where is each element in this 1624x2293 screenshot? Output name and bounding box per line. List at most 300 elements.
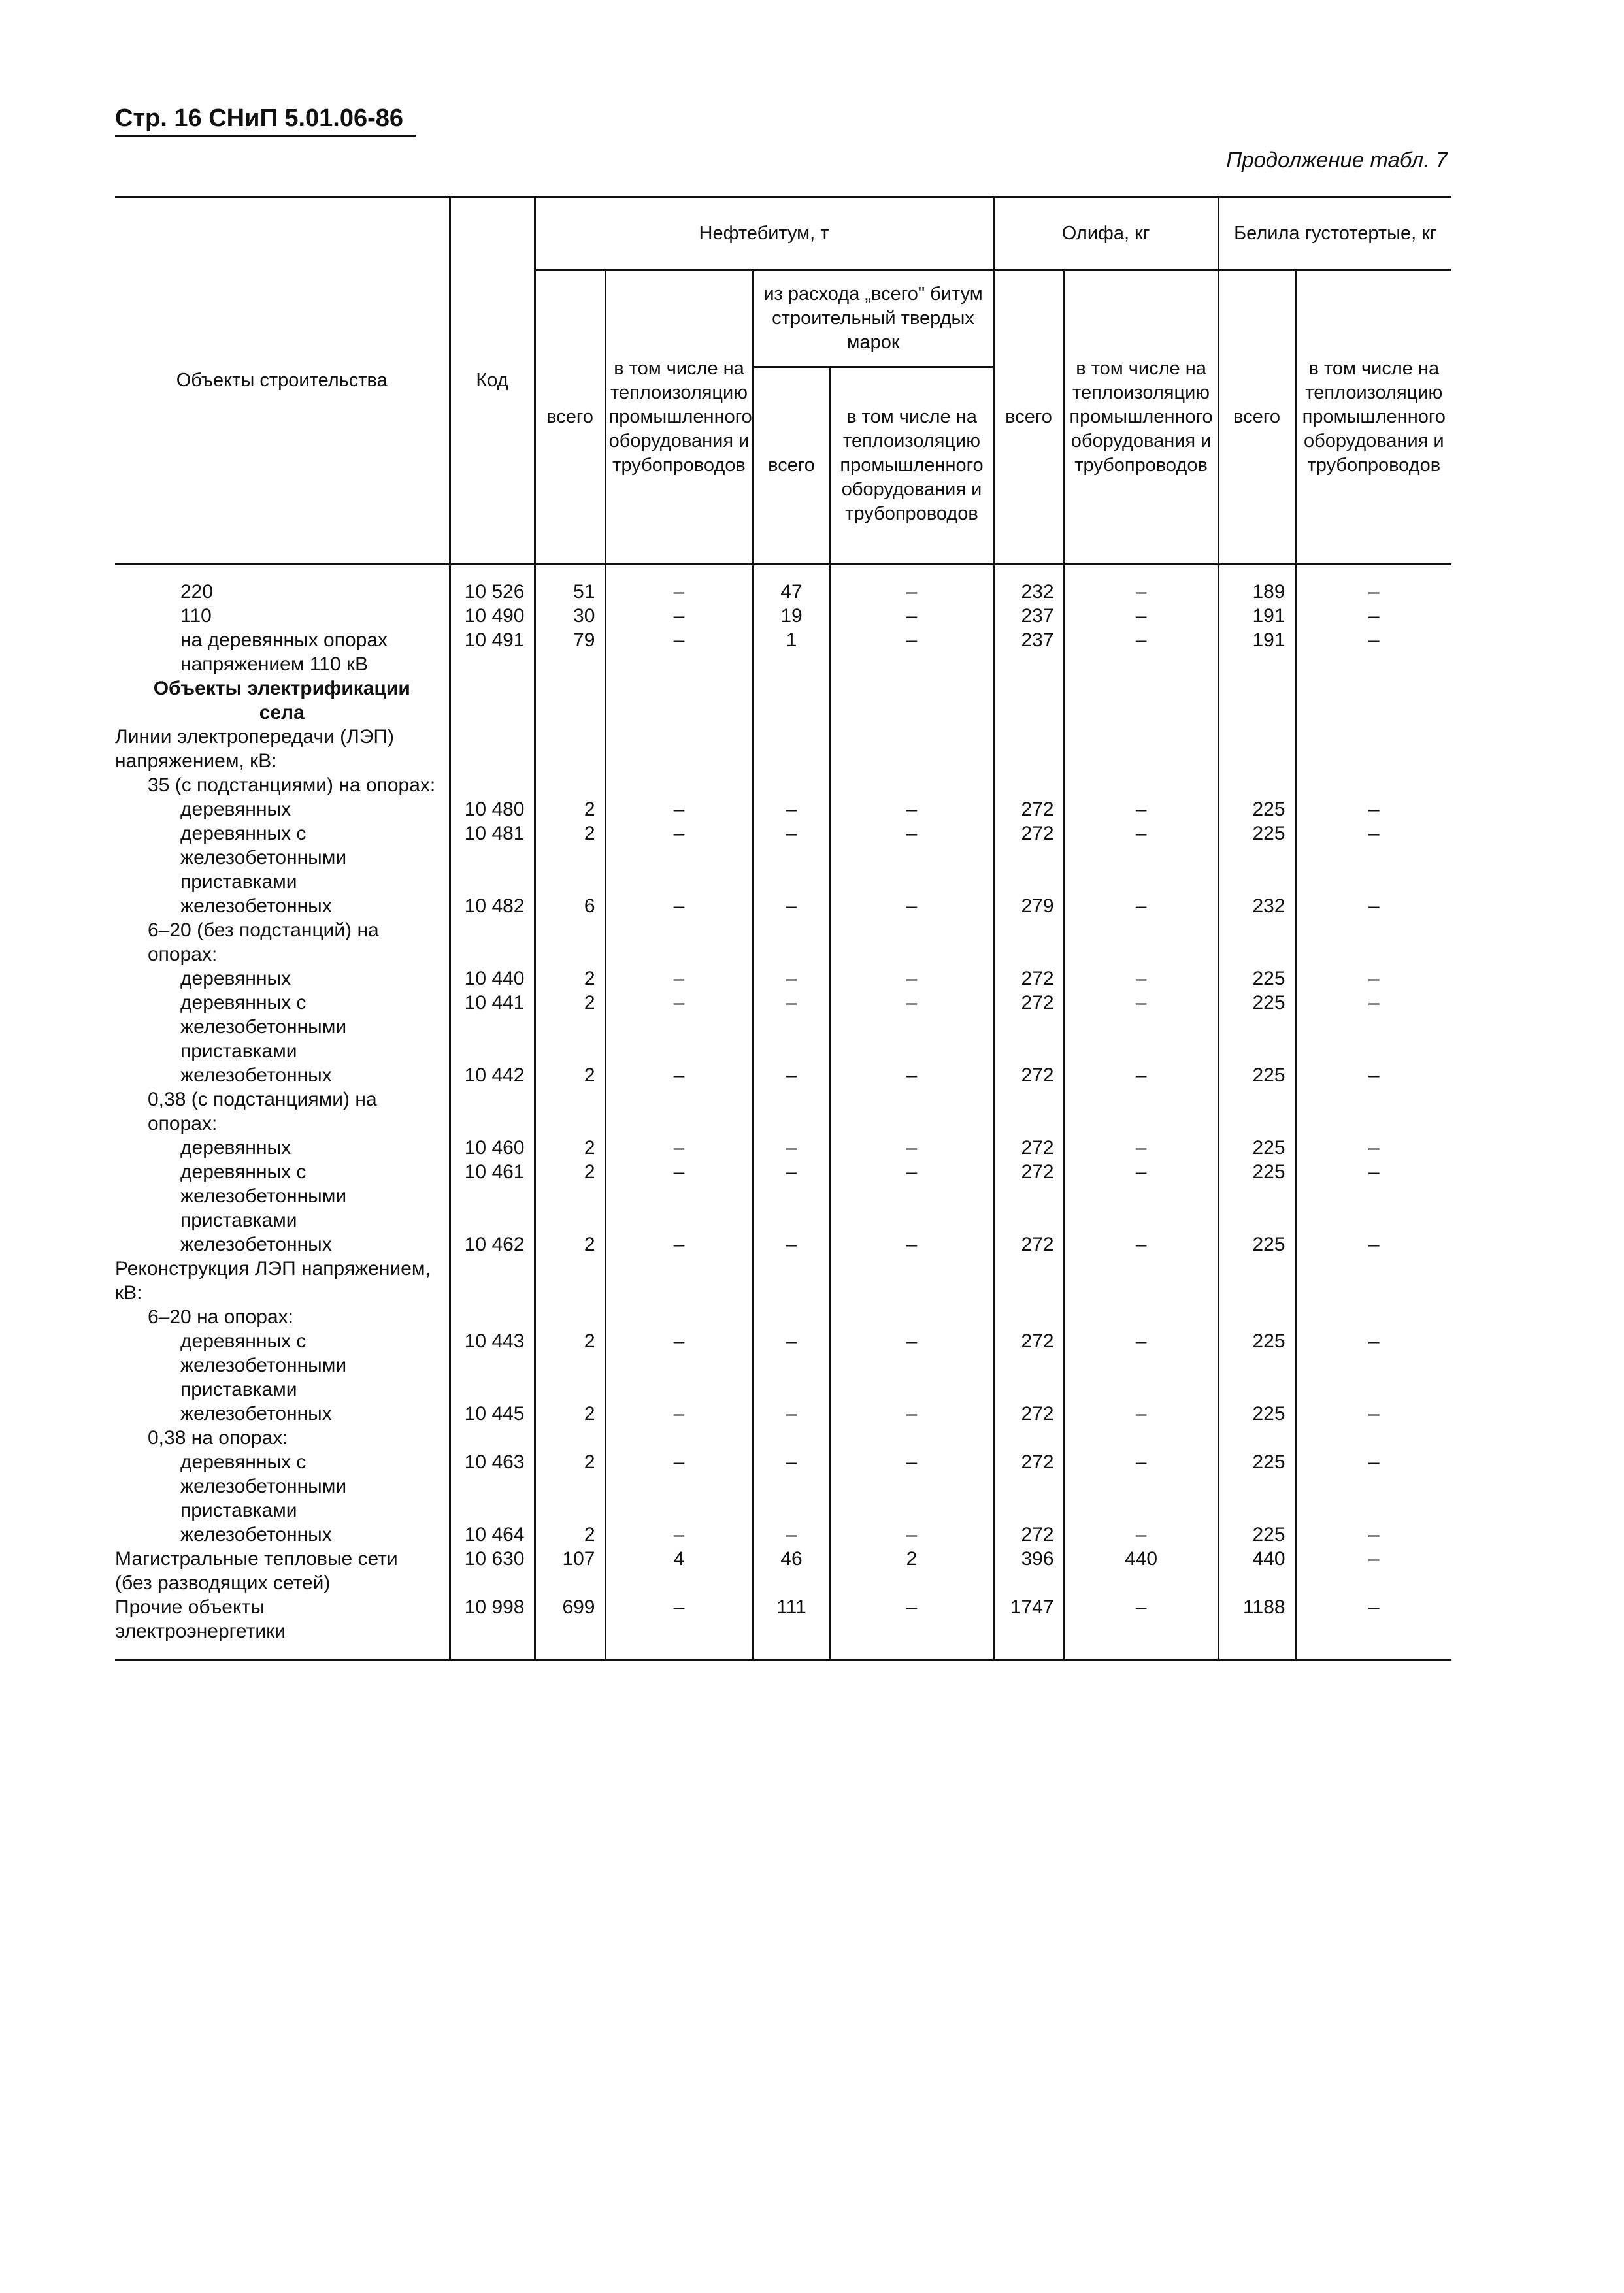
cell-bitum-total: – xyxy=(753,1063,830,1087)
cell-bitum-total: – xyxy=(753,991,830,1063)
cell-bitum-total xyxy=(753,918,830,966)
cell-belila-insulation xyxy=(1295,1305,1451,1329)
cell-olifa-total xyxy=(993,918,1064,966)
cell-neftebitum-insulation: – xyxy=(605,797,753,821)
cell-code: 10 442 xyxy=(450,1063,535,1087)
cell-bitum-total: – xyxy=(753,1136,830,1160)
cell-olifa-total xyxy=(993,676,1064,725)
cell-object: 110 xyxy=(180,605,212,627)
cell-neftebitum-total: 2 xyxy=(535,1160,605,1232)
cell-bitum-insulation: – xyxy=(830,1523,993,1547)
cell-bitum-insulation: – xyxy=(830,1063,993,1087)
cell-bitum-total: 47 xyxy=(753,580,830,604)
cell-olifa-insulation: – xyxy=(1064,966,1218,991)
cell-belila-total xyxy=(1218,918,1295,966)
cell-olifa-insulation: – xyxy=(1064,797,1218,821)
header-belila-total: всего xyxy=(1218,271,1295,565)
cell-bitum-insulation: 2 xyxy=(830,1547,993,1595)
cell-neftebitum-insulation xyxy=(605,1257,753,1305)
cell-bitum-total xyxy=(753,725,830,773)
header-olifa-total: всего xyxy=(993,271,1064,565)
cell-olifa-total xyxy=(993,773,1064,797)
cell-bitum-total: 111 xyxy=(753,1595,830,1660)
cell-olifa-total: 272 xyxy=(993,1402,1064,1426)
cell-belila-total xyxy=(1218,676,1295,725)
cell-object: 6–20 на опорах: xyxy=(148,1306,293,1328)
cell-belila-total: 189 xyxy=(1218,580,1295,604)
cell-olifa-insulation: – xyxy=(1064,628,1218,676)
cell-code xyxy=(450,676,535,725)
cell-neftebitum-total: 2 xyxy=(535,1136,605,1160)
cell-object: деревянных с железобетонными приставками xyxy=(180,1161,347,1231)
cell-neftebitum-total: 699 xyxy=(535,1595,605,1660)
cell-object: железобетонных xyxy=(180,1524,332,1545)
cell-belila-insulation: – xyxy=(1295,1232,1451,1257)
cell-olifa-insulation: – xyxy=(1064,1450,1218,1523)
cell-bitum-insulation: – xyxy=(830,580,993,604)
table-row xyxy=(115,918,1451,966)
cell-object: Магистральные тепловые сети (без разводящих сетей) xyxy=(115,1548,398,1594)
cell-belila-insulation: – xyxy=(1295,1523,1451,1547)
cell-bitum-insulation: – xyxy=(830,1402,993,1426)
cell-neftebitum-insulation: – xyxy=(605,604,753,628)
cell-bitum-insulation xyxy=(830,1305,993,1329)
cell-object: Прочие объекты электроэнергетики xyxy=(115,1595,450,1660)
cell-olifa-total: 272 xyxy=(993,991,1064,1063)
cell-belila-insulation: – xyxy=(1295,1547,1451,1595)
cell-neftebitum-total: 2 xyxy=(535,1402,605,1426)
cell-olifa-insulation: – xyxy=(1064,1136,1218,1160)
cell-bitum-insulation: – xyxy=(830,821,993,894)
table-row xyxy=(115,1257,1451,1305)
cell-neftebitum-total: 2 xyxy=(535,1063,605,1087)
cell-olifa-total: 272 xyxy=(993,966,1064,991)
cell-neftebitum-insulation: – xyxy=(605,1402,753,1426)
cell-belila-insulation: – xyxy=(1295,1136,1451,1160)
cell-neftebitum-insulation: – xyxy=(605,1523,753,1547)
header-objects: Объекты строительства xyxy=(115,197,450,565)
cell-olifa-insulation: – xyxy=(1064,1523,1218,1547)
cell-olifa-total: 272 xyxy=(993,1136,1064,1160)
cell-neftebitum-insulation xyxy=(605,676,753,725)
cell-neftebitum-insulation: – xyxy=(605,1160,753,1232)
cell-olifa-insulation: – xyxy=(1064,1232,1218,1257)
cell-code xyxy=(450,773,535,797)
cell-bitum-total: 1 xyxy=(753,628,830,676)
cell-belila-insulation: – xyxy=(1295,580,1451,604)
cell-belila-insulation: – xyxy=(1295,966,1451,991)
cell-bitum-total xyxy=(753,1426,830,1450)
cell-olifa-total: 272 xyxy=(993,821,1064,894)
cell-code: 10 482 xyxy=(450,894,535,918)
table-row xyxy=(115,1136,1451,1160)
cell-object: железобетонных xyxy=(180,1234,332,1255)
cell-neftebitum-insulation: – xyxy=(605,991,753,1063)
cell-object: деревянных xyxy=(180,968,291,989)
table-row xyxy=(115,628,1451,676)
cell-olifa-insulation: – xyxy=(1064,604,1218,628)
cell-bitum-total: – xyxy=(753,797,830,821)
cell-neftebitum-insulation xyxy=(605,1426,753,1450)
header-rule xyxy=(115,135,416,137)
cell-olifa-total: 272 xyxy=(993,797,1064,821)
header-neftebitum-insulation: в том числе на теплоизоляцию промышленного оборудования и трубопроводов xyxy=(605,271,753,565)
cell-olifa-insulation: – xyxy=(1064,1160,1218,1232)
cell-belila-insulation: – xyxy=(1295,604,1451,628)
cell-olifa-total xyxy=(993,1426,1064,1450)
cell-object: Реконструкция ЛЭП напряжением, кВ: xyxy=(115,1258,431,1304)
cell-olifa-insulation: – xyxy=(1064,1329,1218,1402)
cell-bitum-insulation: – xyxy=(830,604,993,628)
cell-object: 220 xyxy=(180,581,214,602)
table-spacer-row xyxy=(115,565,1451,580)
table-row xyxy=(115,1450,1451,1523)
cell-bitum-insulation: – xyxy=(830,1136,993,1160)
cell-object: Линии электропередачи (ЛЭП) напряжением, кВ: xyxy=(115,726,394,772)
table-row xyxy=(115,1087,1451,1136)
cell-belila-total: 225 xyxy=(1218,797,1295,821)
cell-belila-insulation xyxy=(1295,1426,1451,1450)
cell-olifa-insulation: – xyxy=(1064,580,1218,604)
cell-belila-total: 225 xyxy=(1218,966,1295,991)
cell-belila-total xyxy=(1218,725,1295,773)
cell-bitum-insulation: – xyxy=(830,1450,993,1523)
cell-bitum-total xyxy=(753,1257,830,1305)
cell-olifa-total: 272 xyxy=(993,1523,1064,1547)
cell-code: 10 998 xyxy=(450,1595,535,1660)
header-neftebitum-total: всего xyxy=(535,271,605,565)
cell-belila-total xyxy=(1218,1305,1295,1329)
cell-bitum-total: – xyxy=(753,966,830,991)
cell-belila-total: 191 xyxy=(1218,628,1295,676)
cell-belila-total: 225 xyxy=(1218,821,1295,894)
cell-code: 10 440 xyxy=(450,966,535,991)
cell-belila-total xyxy=(1218,1257,1295,1305)
materials-table xyxy=(115,196,1451,1661)
table-row xyxy=(115,1402,1451,1426)
cell-olifa-total xyxy=(993,1087,1064,1136)
cell-olifa-insulation: – xyxy=(1064,1063,1218,1087)
cell-olifa-total: 272 xyxy=(993,1063,1064,1087)
cell-belila-total: 225 xyxy=(1218,1450,1295,1523)
header-code: Код xyxy=(450,197,535,565)
cell-bitum-total: – xyxy=(753,1523,830,1547)
cell-belila-total xyxy=(1218,1087,1295,1136)
cell-olifa-insulation: – xyxy=(1064,991,1218,1063)
cell-olifa-insulation xyxy=(1064,1087,1218,1136)
cell-object: железобетонных xyxy=(180,895,332,917)
cell-neftebitum-total xyxy=(535,918,605,966)
cell-object: деревянных xyxy=(180,799,291,820)
cell-belila-insulation xyxy=(1295,676,1451,725)
table-row xyxy=(115,676,1451,725)
cell-neftebitum-total xyxy=(535,676,605,725)
cell-bitum-total: – xyxy=(753,821,830,894)
table-row xyxy=(115,894,1451,918)
cell-neftebitum-total xyxy=(535,1087,605,1136)
cell-neftebitum-total: 107 xyxy=(535,1547,605,1595)
table-row xyxy=(115,797,1451,821)
cell-belila-insulation: – xyxy=(1295,1402,1451,1426)
cell-object: 0,38 (с подстанциями) на опорах: xyxy=(148,1089,377,1134)
cell-belila-insulation: – xyxy=(1295,1329,1451,1402)
cell-bitum-insulation xyxy=(830,725,993,773)
cell-olifa-insulation xyxy=(1064,773,1218,797)
cell-olifa-insulation: – xyxy=(1064,894,1218,918)
cell-bitum-insulation xyxy=(830,773,993,797)
cell-bitum-insulation xyxy=(830,918,993,966)
cell-bitum-total xyxy=(753,773,830,797)
cell-bitum-total: – xyxy=(753,1402,830,1426)
table-row xyxy=(115,1523,1451,1547)
table-row xyxy=(115,1305,1451,1329)
cell-neftebitum-insulation: – xyxy=(605,580,753,604)
cell-bitum-insulation: – xyxy=(830,1160,993,1232)
cell-belila-insulation xyxy=(1295,773,1451,797)
table-row xyxy=(115,1232,1451,1257)
cell-olifa-total: 272 xyxy=(993,1450,1064,1523)
cell-bitum-total: – xyxy=(753,1450,830,1523)
cell-olifa-total: 272 xyxy=(993,1232,1064,1257)
table-row xyxy=(115,1426,1451,1450)
cell-olifa-insulation xyxy=(1064,1257,1218,1305)
cell-bitum-insulation: – xyxy=(830,991,993,1063)
cell-belila-insulation: – xyxy=(1295,894,1451,918)
cell-olifa-total: 396 xyxy=(993,1547,1064,1595)
cell-bitum-total: – xyxy=(753,1160,830,1232)
cell-bitum-total: – xyxy=(753,1329,830,1402)
header-belila-insulation: в том числе на теплоизоляцию промышленного оборудования и трубопроводов xyxy=(1295,271,1451,565)
cell-olifa-insulation: – xyxy=(1064,821,1218,894)
cell-code: 10 463 xyxy=(450,1450,535,1523)
table-row xyxy=(115,773,1451,797)
cell-bitum-total: – xyxy=(753,1232,830,1257)
cell-code: 10 441 xyxy=(450,991,535,1063)
cell-belila-insulation xyxy=(1295,1257,1451,1305)
cell-neftebitum-total xyxy=(535,1305,605,1329)
cell-belila-insulation: – xyxy=(1295,1595,1451,1660)
cell-object: деревянных с железобетонными приставками xyxy=(180,1330,347,1400)
cell-neftebitum-total xyxy=(535,725,605,773)
cell-bitum-insulation: – xyxy=(830,966,993,991)
cell-neftebitum-total: 2 xyxy=(535,1450,605,1523)
cell-belila-total: 225 xyxy=(1218,1329,1295,1402)
cell-belila-total: 1188 xyxy=(1218,1595,1295,1660)
cell-belila-total: 225 xyxy=(1218,1063,1295,1087)
cell-belila-total xyxy=(1218,773,1295,797)
cell-code: 10 443 xyxy=(450,1329,535,1402)
cell-neftebitum-total: 2 xyxy=(535,1523,605,1547)
cell-belila-total: 225 xyxy=(1218,1523,1295,1547)
cell-olifa-total: 272 xyxy=(993,1329,1064,1402)
cell-neftebitum-insulation: – xyxy=(605,628,753,676)
cell-bitum-insulation: – xyxy=(830,797,993,821)
cell-neftebitum-insulation xyxy=(605,918,753,966)
cell-belila-insulation: – xyxy=(1295,628,1451,676)
cell-neftebitum-total: 51 xyxy=(535,580,605,604)
cell-olifa-total xyxy=(993,1257,1064,1305)
cell-bitum-total xyxy=(753,1087,830,1136)
cell-neftebitum-insulation: – xyxy=(605,1595,753,1660)
cell-olifa-total xyxy=(993,725,1064,773)
cell-neftebitum-total: 79 xyxy=(535,628,605,676)
table-row xyxy=(115,991,1451,1063)
cell-code: 10 491 xyxy=(450,628,535,676)
cell-olifa-total: 279 xyxy=(993,894,1064,918)
cell-object: железобетонных xyxy=(180,1403,332,1425)
cell-belila-insulation: – xyxy=(1295,797,1451,821)
cell-code: 10 462 xyxy=(450,1232,535,1257)
cell-neftebitum-insulation: – xyxy=(605,1329,753,1402)
cell-bitum-insulation xyxy=(830,676,993,725)
cell-bitum-insulation: – xyxy=(830,894,993,918)
cell-olifa-insulation xyxy=(1064,725,1218,773)
cell-belila-total: 225 xyxy=(1218,991,1295,1063)
cell-neftebitum-insulation xyxy=(605,773,753,797)
table-body xyxy=(115,565,1451,1660)
cell-belila-total: 232 xyxy=(1218,894,1295,918)
cell-neftebitum-insulation xyxy=(605,1305,753,1329)
cell-belila-insulation: – xyxy=(1295,1160,1451,1232)
cell-olifa-insulation: – xyxy=(1064,1402,1218,1426)
cell-neftebitum-insulation xyxy=(605,725,753,773)
cell-olifa-total: 1747 xyxy=(993,1595,1064,1660)
cell-bitum-insulation: – xyxy=(830,1329,993,1402)
header-bitum-insulation: в том числе на теплоизоляцию промышленного оборудования и трубопроводов xyxy=(830,367,993,565)
cell-bitum-total: 46 xyxy=(753,1547,830,1595)
cell-code xyxy=(450,1426,535,1450)
cell-code xyxy=(450,1305,535,1329)
cell-neftebitum-insulation: – xyxy=(605,1136,753,1160)
cell-code: 10 526 xyxy=(450,580,535,604)
cell-belila-total: 225 xyxy=(1218,1160,1295,1232)
cell-neftebitum-insulation xyxy=(605,1087,753,1136)
table-row xyxy=(115,725,1451,773)
page-header: Стр. 16 СНиП 5.01.06-86 xyxy=(115,105,404,132)
cell-bitum-insulation: – xyxy=(830,1595,993,1660)
header-olifa: Олифа, кг xyxy=(993,197,1218,271)
cell-neftebitum-insulation: – xyxy=(605,894,753,918)
cell-object: железобетонных xyxy=(180,1064,332,1086)
cell-neftebitum-insulation: – xyxy=(605,966,753,991)
cell-belila-insulation: – xyxy=(1295,991,1451,1063)
cell-bitum-insulation xyxy=(830,1257,993,1305)
cell-neftebitum-total: 2 xyxy=(535,1329,605,1402)
header-neftebitum: Нефтебитум, т xyxy=(535,197,993,271)
cell-belila-total: 225 xyxy=(1218,1402,1295,1426)
table-continuation-label: Продолжение табл. 7 xyxy=(1226,148,1448,172)
cell-olifa-insulation: 440 xyxy=(1064,1547,1218,1595)
cell-neftebitum-total: 2 xyxy=(535,821,605,894)
cell-neftebitum-total xyxy=(535,1257,605,1305)
cell-olifa-insulation xyxy=(1064,1305,1218,1329)
header-olifa-insulation: в том числе на теплоизоляцию промышленного оборудования и трубопроводов xyxy=(1064,271,1218,565)
cell-belila-total: 191 xyxy=(1218,604,1295,628)
cell-neftebitum-total: 30 xyxy=(535,604,605,628)
cell-code: 10 464 xyxy=(450,1523,535,1547)
cell-olifa-total: 237 xyxy=(993,604,1064,628)
cell-neftebitum-insulation: 4 xyxy=(605,1547,753,1595)
cell-olifa-insulation xyxy=(1064,676,1218,725)
cell-belila-insulation: – xyxy=(1295,1063,1451,1087)
table-row xyxy=(115,1547,1451,1595)
table-row xyxy=(115,604,1451,628)
cell-olifa-insulation xyxy=(1064,1426,1218,1450)
cell-code: 10 445 xyxy=(450,1402,535,1426)
cell-bitum-insulation: – xyxy=(830,628,993,676)
cell-olifa-total xyxy=(993,1305,1064,1329)
table-row xyxy=(115,1595,1451,1660)
cell-neftebitum-insulation: – xyxy=(605,1450,753,1523)
cell-belila-insulation xyxy=(1295,725,1451,773)
cell-bitum-total xyxy=(753,676,830,725)
table-row xyxy=(115,821,1451,894)
cell-bitum-total: – xyxy=(753,894,830,918)
cell-neftebitum-total: 2 xyxy=(535,1232,605,1257)
cell-bitum-total: 19 xyxy=(753,604,830,628)
header-bitum-total: всего xyxy=(753,367,830,565)
cell-code: 10 481 xyxy=(450,821,535,894)
header-bitum-group: из расхода „всего" битум строительный твердых марок xyxy=(753,271,993,367)
cell-olifa-insulation xyxy=(1064,918,1218,966)
cell-neftebitum-total: 2 xyxy=(535,797,605,821)
cell-neftebitum-total xyxy=(535,1426,605,1450)
table-row xyxy=(115,1329,1451,1402)
cell-code: 10 490 xyxy=(450,604,535,628)
cell-neftebitum-insulation: – xyxy=(605,1063,753,1087)
cell-neftebitum-total: 6 xyxy=(535,894,605,918)
cell-bitum-total xyxy=(753,1305,830,1329)
cell-object: Объекты электрификации села xyxy=(153,678,410,723)
header-belila: Белила густотертые, кг xyxy=(1218,197,1451,271)
table-row xyxy=(115,966,1451,991)
cell-object: деревянных с железобетонными приставками xyxy=(180,992,347,1062)
cell-object: 35 (с подстанциями) на опорах: xyxy=(148,774,436,796)
cell-belila-insulation xyxy=(1295,918,1451,966)
cell-belila-insulation xyxy=(1295,1087,1451,1136)
cell-olifa-total: 237 xyxy=(993,628,1064,676)
cell-neftebitum-total: 2 xyxy=(535,991,605,1063)
cell-code xyxy=(450,1087,535,1136)
cell-neftebitum-insulation: – xyxy=(605,821,753,894)
cell-belila-total: 225 xyxy=(1218,1136,1295,1160)
cell-bitum-insulation xyxy=(830,1087,993,1136)
cell-bitum-insulation xyxy=(830,1426,993,1450)
cell-bitum-insulation: – xyxy=(830,1232,993,1257)
cell-code xyxy=(450,1257,535,1305)
cell-olifa-total: 272 xyxy=(993,1160,1064,1232)
cell-belila-insulation: – xyxy=(1295,1450,1451,1523)
cell-neftebitum-total xyxy=(535,773,605,797)
cell-object: на деревянных опорах напряжением 110 кВ xyxy=(180,629,388,675)
cell-belila-total xyxy=(1218,1426,1295,1450)
table-row xyxy=(115,580,1451,604)
cell-object: 0,38 на опорах: xyxy=(148,1427,288,1449)
cell-belila-insulation: – xyxy=(1295,821,1451,894)
cell-neftebitum-insulation: – xyxy=(605,1232,753,1257)
cell-object: 6–20 (без подстанций) на опорах: xyxy=(148,919,379,965)
cell-code xyxy=(450,725,535,773)
cell-code xyxy=(450,918,535,966)
cell-belila-total: 225 xyxy=(1218,1232,1295,1257)
cell-object: деревянных xyxy=(180,1137,291,1159)
cell-object: деревянных с железобетонными приставками xyxy=(180,823,347,893)
table-row xyxy=(115,1160,1451,1232)
cell-olifa-total: 232 xyxy=(993,580,1064,604)
cell-code: 10 460 xyxy=(450,1136,535,1160)
cell-code: 10 480 xyxy=(450,797,535,821)
cell-code: 10 630 xyxy=(450,1547,535,1595)
